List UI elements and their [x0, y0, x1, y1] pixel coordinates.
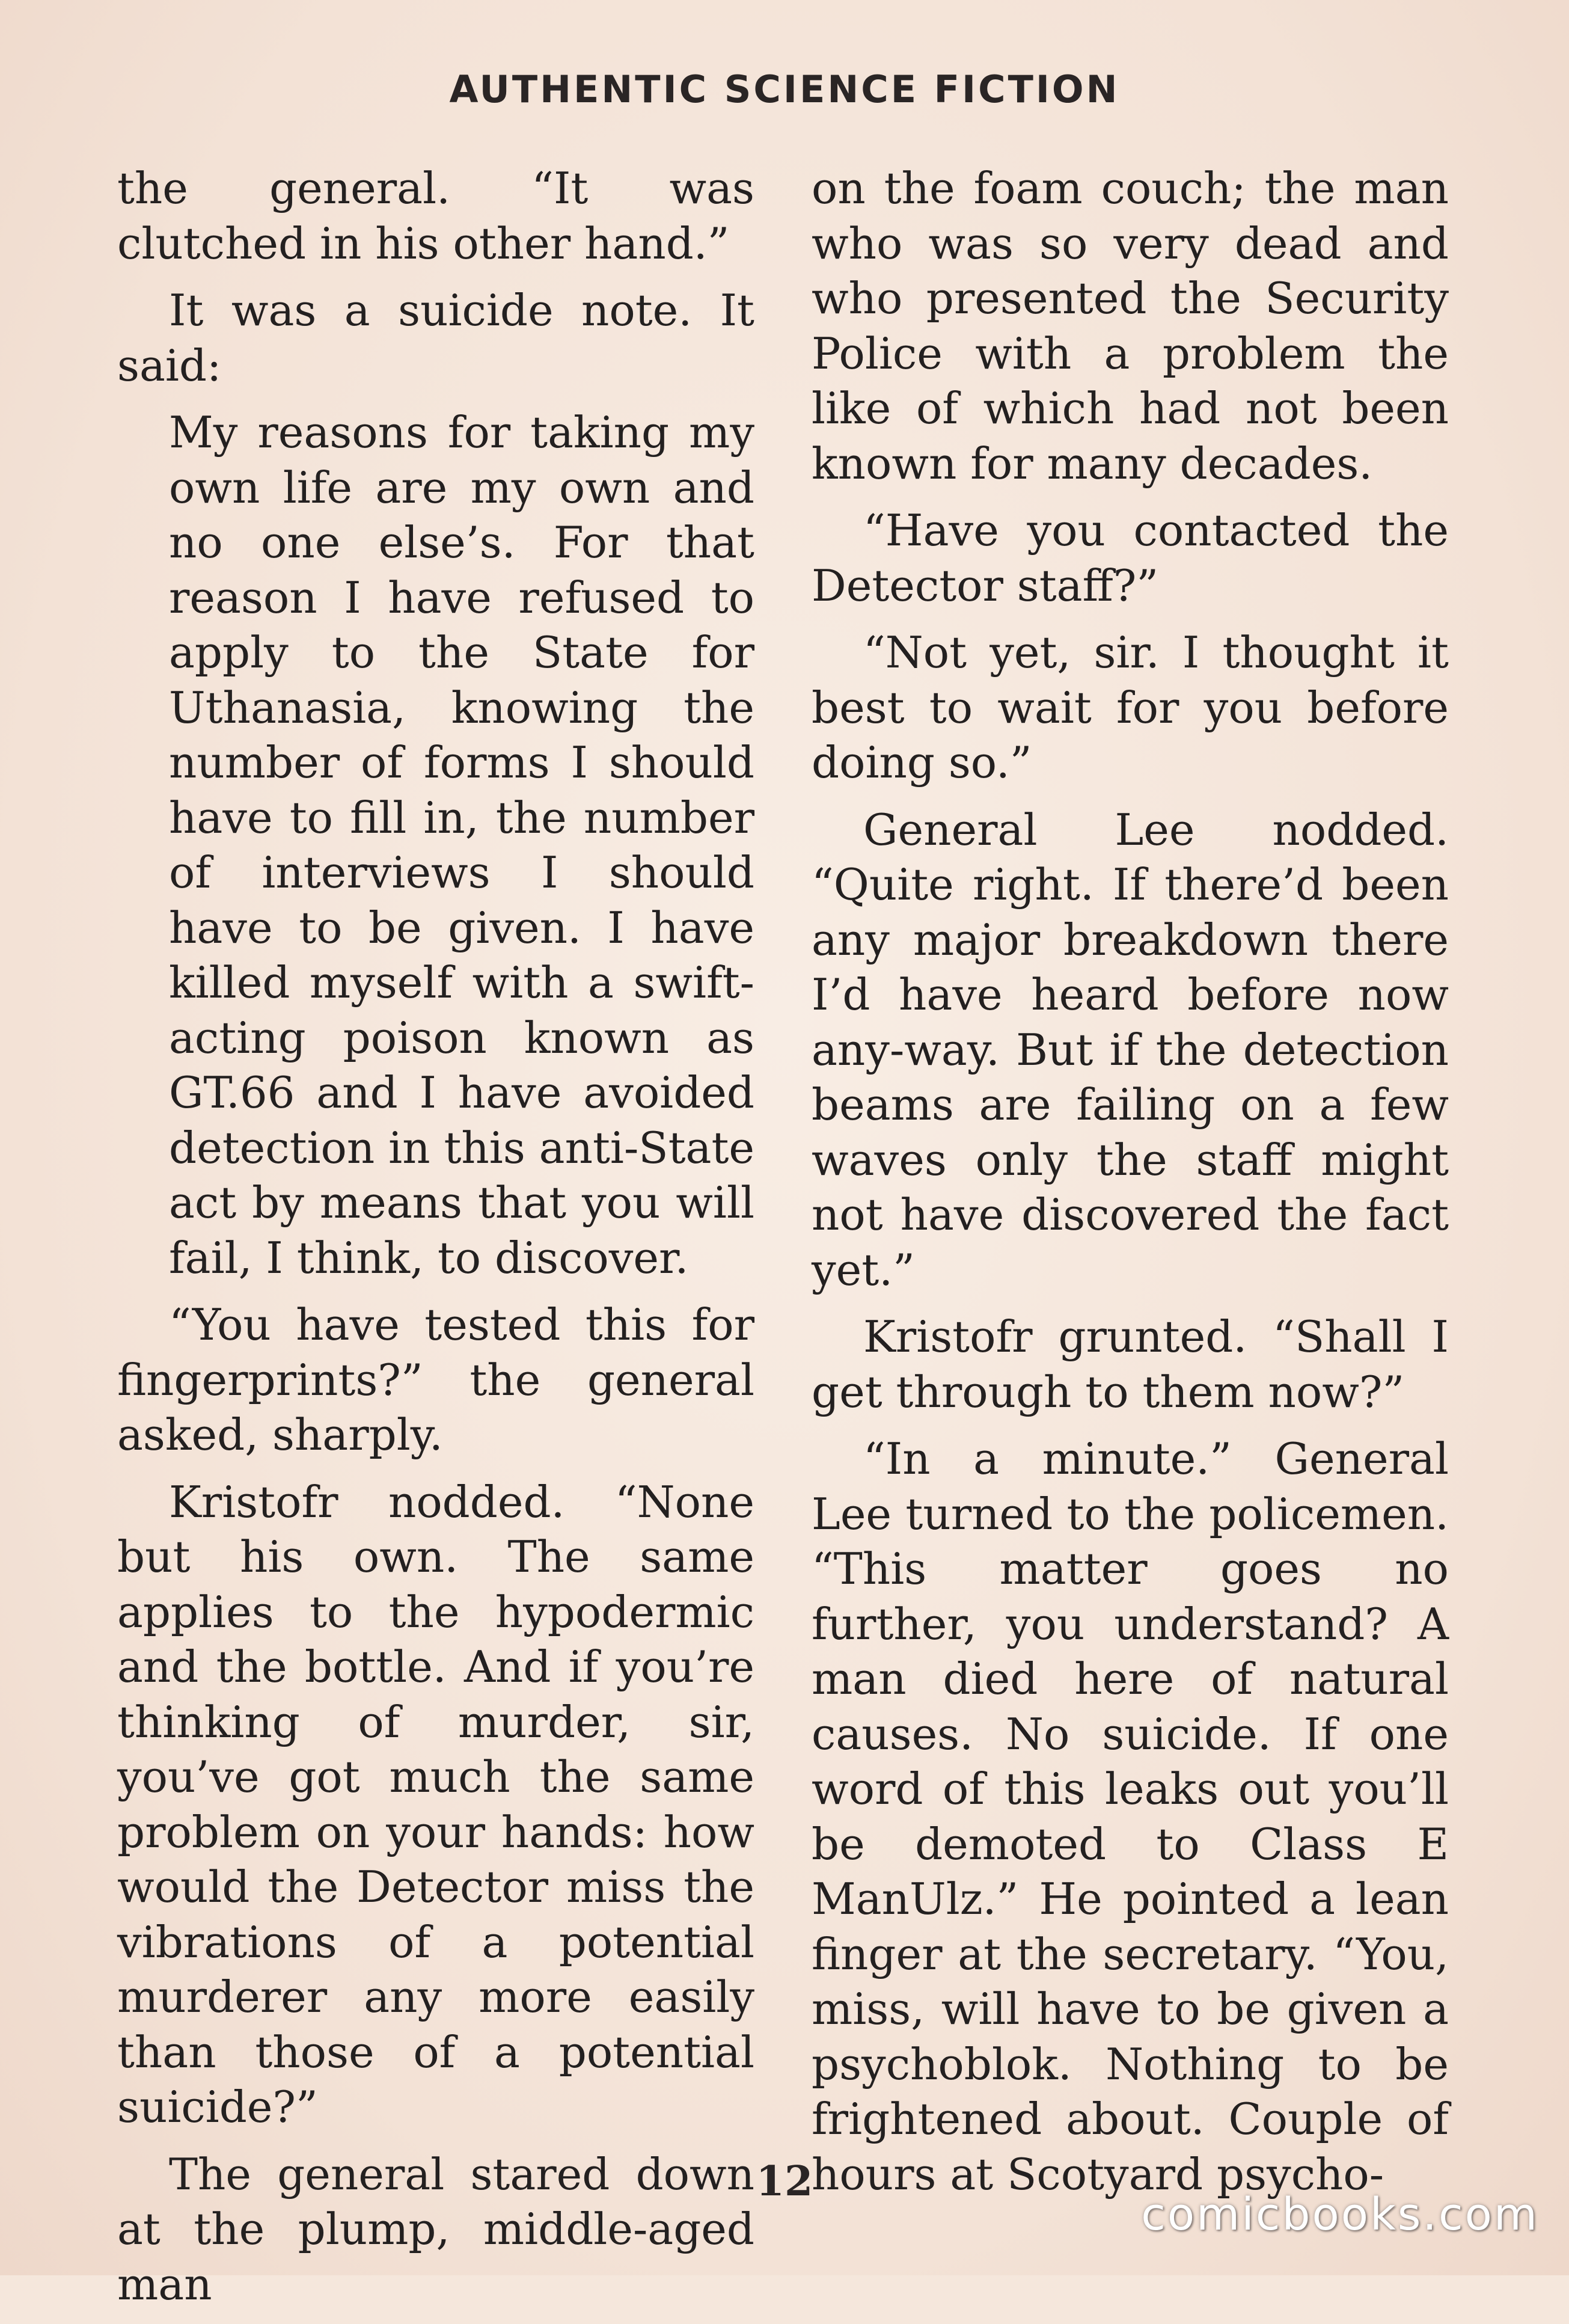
paragraph: Kristofr nodded. “None but his own. The same applies to the hypodermic and the bottle. And if you’re thinking of murder, sir, you’ve got much the same problem on your hands: how would the Detector miss the vibrations of a potential murderer any more easily than those of a potential suicide?” [117, 1476, 754, 2132]
paragraph: “In a minute.” General Lee turned to the policemen. “This matter goes no further, you understand? A man died here of natural causes. No suicide. If one word of this leaks out you’ll be demoted to Class E ManUlz.” He pointed a lean finger at the secretary. “You, miss, will have to be given a psychoblok. Nothing to be frightened about. Couple of hours at Scotyard psycho- [812, 1433, 1449, 2200]
paragraph: the general. “It was clutched in his other hand.” [117, 163, 754, 269]
suicide-note-quote: My reasons for taking my own life are my own and no one else’s. For that reason I have refused to apply to the State for Uthanasia, knowing the number of forms I should have to fill in, the number of interviews I should have to be given. I have killed myself with a swift-acting poison known as GT.66 and I have avoided detection in this anti-State act by means that you will fail, I think, to discover. [169, 407, 754, 1283]
paragraph: “You have tested this for fingerprints?” the general asked, sharply. [117, 1299, 754, 1460]
paragraph: “Not yet, sir. I thought it best to wait for you before doing so.” [812, 627, 1449, 788]
watermark: comicbooks.com [1141, 2189, 1539, 2240]
paragraph: General Lee nodded. “Quite right. If there’d been any major breakdown there I’d have heard before now any-way. But if the detection beams are failing on a few waves only the staff might not have discovered the fact yet.” [812, 804, 1449, 1295]
paragraph: It was a suicide note. It said: [117, 285, 754, 391]
running-head: AUTHENTIC SCIENCE FICTION [449, 67, 1120, 111]
page-number: 12 [756, 2157, 813, 2206]
paragraph: The general stared down at the plump, middle-aged man [117, 2148, 754, 2310]
right-column [812, 161, 1449, 2214]
paragraph: “Have you contacted the Detector staff?” [812, 505, 1449, 611]
paragraph: on the foam couch; the man who was so very dead and who presented the Security Police with a problem the like of which had not been known for many decades. [812, 163, 1449, 489]
left-column [117, 161, 754, 2324]
paragraph: Kristofr grunted. “Shall I get through to them now?” [812, 1311, 1449, 1417]
